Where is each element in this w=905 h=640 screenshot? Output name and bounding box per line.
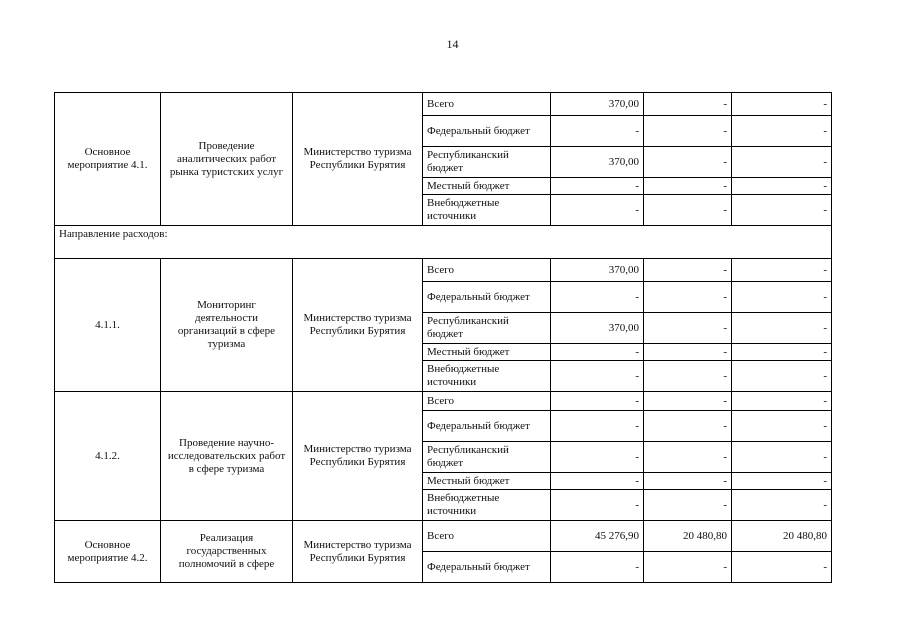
- value-cell: -: [732, 313, 832, 344]
- table-row: [55, 259, 832, 282]
- value-cell: -: [644, 361, 732, 392]
- source-cell: Федеральный бюджет: [423, 411, 551, 442]
- source-cell: Республиканский бюджет: [423, 313, 551, 344]
- value-cell: -: [551, 392, 644, 411]
- value-cell: 45 276,90: [551, 521, 644, 552]
- value-cell: 370,00: [551, 259, 644, 282]
- executor-cell: Министерство туризма Республики Бурятия: [293, 259, 423, 392]
- event-name-cell: Проведение аналитических работ рынка туристских услуг: [161, 93, 293, 226]
- value-cell: -: [644, 313, 732, 344]
- value-cell: -: [551, 552, 644, 583]
- value-cell: -: [644, 195, 732, 226]
- event-code-cell: Основное мероприятие 4.2.: [55, 521, 161, 583]
- value-cell: -: [644, 442, 732, 473]
- value-cell: -: [644, 411, 732, 442]
- budget-table: [54, 92, 832, 583]
- value-cell: -: [732, 259, 832, 282]
- section-header: Направление расходов:: [55, 226, 832, 259]
- source-cell: Федеральный бюджет: [423, 116, 551, 147]
- event-name-cell: Проведение научно-исследовательских работ в сфере туризма: [161, 392, 293, 521]
- value-cell: -: [551, 473, 644, 490]
- page-number: 14: [446, 37, 459, 51]
- event-code-cell: Основное мероприятие 4.1.: [55, 93, 161, 226]
- value-cell: -: [551, 178, 644, 195]
- value-cell: -: [644, 344, 732, 361]
- value-cell: -: [732, 411, 832, 442]
- value-cell: -: [732, 178, 832, 195]
- table-row: [55, 521, 832, 552]
- value-cell: -: [644, 259, 732, 282]
- value-cell: 370,00: [551, 147, 644, 178]
- value-cell: -: [732, 93, 832, 116]
- section-header-row: [55, 226, 832, 259]
- value-cell: -: [732, 473, 832, 490]
- executor-cell: Министерство туризма Республики Бурятия: [293, 521, 423, 583]
- source-cell: Республиканский бюджет: [423, 147, 551, 178]
- value-cell: -: [551, 195, 644, 226]
- source-cell: Внебюджетные источники: [423, 490, 551, 521]
- source-cell: Федеральный бюджет: [423, 552, 551, 583]
- source-cell: Всего: [423, 521, 551, 552]
- value-cell: -: [551, 411, 644, 442]
- event-name-cell: Мониторинг деятельности организаций в сфере туризма: [161, 259, 293, 392]
- event-name-cell: Реализация государственных полномочий в сфере: [161, 521, 293, 583]
- value-cell: -: [551, 490, 644, 521]
- source-cell: Местный бюджет: [423, 344, 551, 361]
- table-row: [55, 93, 832, 116]
- value-cell: -: [551, 116, 644, 147]
- source-cell: Республиканский бюджет: [423, 442, 551, 473]
- value-cell: -: [644, 473, 732, 490]
- value-cell: -: [551, 282, 644, 313]
- value-cell: -: [732, 361, 832, 392]
- source-cell: Федеральный бюджет: [423, 282, 551, 313]
- value-cell: -: [732, 116, 832, 147]
- source-cell: Местный бюджет: [423, 473, 551, 490]
- value-cell: -: [732, 552, 832, 583]
- executor-cell: Министерство туризма Республики Бурятия: [293, 392, 423, 521]
- value-cell: -: [644, 116, 732, 147]
- source-cell: Внебюджетные источники: [423, 361, 551, 392]
- value-cell: -: [732, 195, 832, 226]
- source-cell: Всего: [423, 392, 551, 411]
- source-cell: Местный бюджет: [423, 178, 551, 195]
- value-cell: -: [551, 361, 644, 392]
- value-cell: -: [551, 442, 644, 473]
- source-cell: Всего: [423, 259, 551, 282]
- value-cell: 370,00: [551, 93, 644, 116]
- value-cell: -: [732, 392, 832, 411]
- value-cell: -: [732, 282, 832, 313]
- value-cell: -: [644, 552, 732, 583]
- value-cell: -: [732, 490, 832, 521]
- value-cell: -: [551, 344, 644, 361]
- event-code-cell: 4.1.1.: [55, 259, 161, 392]
- executor-cell: Министерство туризма Республики Бурятия: [293, 93, 423, 226]
- value-cell: -: [732, 147, 832, 178]
- value-cell: 20 480,80: [644, 521, 732, 552]
- value-cell: -: [732, 442, 832, 473]
- value-cell: 20 480,80: [732, 521, 832, 552]
- event-code-cell: 4.1.2.: [55, 392, 161, 521]
- value-cell: -: [644, 93, 732, 116]
- source-cell: Внебюджетные источники: [423, 195, 551, 226]
- value-cell: -: [644, 147, 732, 178]
- value-cell: 370,00: [551, 313, 644, 344]
- value-cell: -: [644, 282, 732, 313]
- value-cell: -: [644, 490, 732, 521]
- value-cell: -: [732, 344, 832, 361]
- value-cell: -: [644, 392, 732, 411]
- value-cell: -: [644, 178, 732, 195]
- source-cell: Всего: [423, 93, 551, 116]
- table-row: [55, 392, 832, 411]
